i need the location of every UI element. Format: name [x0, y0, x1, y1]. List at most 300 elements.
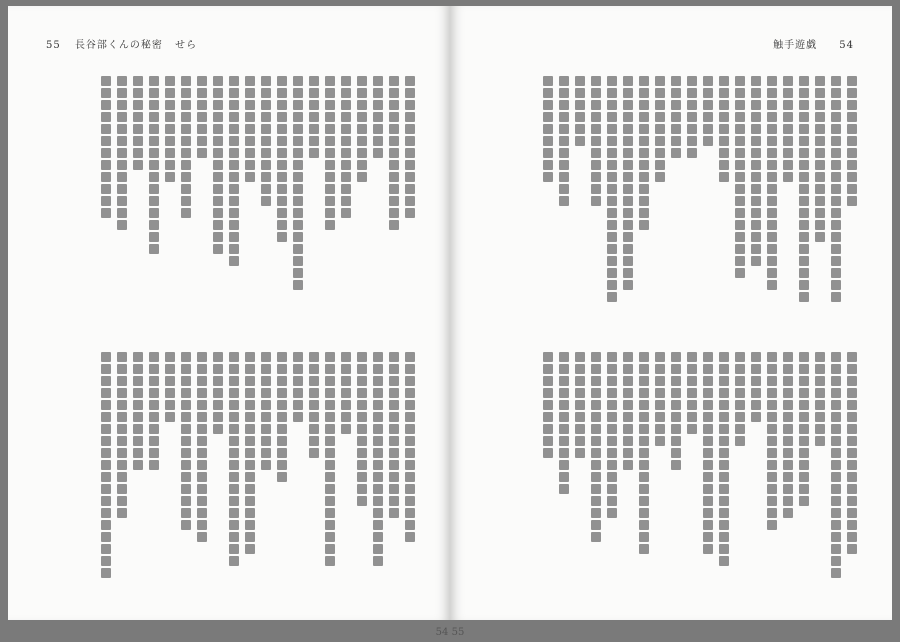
- glyph-placeholder: [325, 520, 335, 530]
- glyph-placeholder: [405, 472, 415, 482]
- glyph-placeholder: [767, 160, 777, 170]
- glyph-placeholder: [357, 388, 367, 398]
- text-column: [749, 352, 762, 590]
- glyph-placeholder: [149, 112, 159, 122]
- glyph-placeholder: [213, 136, 223, 146]
- glyph-placeholder: [559, 148, 569, 158]
- glyph-placeholder: [405, 112, 415, 122]
- left-page: [8, 6, 450, 620]
- glyph-placeholder: [735, 160, 745, 170]
- glyph-placeholder: [735, 76, 745, 86]
- glyph-placeholder: [213, 184, 223, 194]
- glyph-placeholder: [655, 160, 665, 170]
- glyph-placeholder: [607, 364, 617, 374]
- glyph-placeholder: [799, 112, 809, 122]
- glyph-placeholder: [245, 508, 255, 518]
- glyph-placeholder: [799, 364, 809, 374]
- glyph-placeholder: [655, 388, 665, 398]
- glyph-placeholder: [117, 484, 127, 494]
- text-column: [589, 76, 602, 316]
- glyph-placeholder: [325, 184, 335, 194]
- glyph-placeholder: [799, 244, 809, 254]
- glyph-placeholder: [373, 76, 383, 86]
- glyph-placeholder: [133, 352, 143, 362]
- glyph-placeholder: [719, 376, 729, 386]
- glyph-placeholder: [165, 88, 175, 98]
- glyph-placeholder: [197, 496, 207, 506]
- glyph-placeholder: [389, 400, 399, 410]
- glyph-placeholder: [767, 256, 777, 266]
- glyph-placeholder: [341, 112, 351, 122]
- glyph-placeholder: [277, 76, 287, 86]
- glyph-placeholder: [373, 100, 383, 110]
- glyph-placeholder: [719, 136, 729, 146]
- glyph-placeholder: [309, 388, 319, 398]
- glyph-placeholder: [575, 136, 585, 146]
- glyph-placeholder: [389, 196, 399, 206]
- glyph-placeholder: [405, 496, 415, 506]
- glyph-placeholder: [149, 232, 159, 242]
- glyph-placeholder: [639, 436, 649, 446]
- glyph-placeholder: [543, 88, 553, 98]
- glyph-placeholder: [815, 136, 825, 146]
- glyph-placeholder: [133, 412, 143, 422]
- glyph-placeholder: [719, 76, 729, 86]
- glyph-placeholder: [245, 76, 255, 86]
- glyph-placeholder: [181, 484, 191, 494]
- glyph-placeholder: [559, 364, 569, 374]
- glyph-placeholder: [165, 124, 175, 134]
- glyph-placeholder: [293, 160, 303, 170]
- glyph-placeholder: [703, 472, 713, 482]
- text-column: [765, 352, 778, 590]
- glyph-placeholder: [293, 244, 303, 254]
- glyph-placeholder: [799, 88, 809, 98]
- glyph-placeholder: [261, 388, 271, 398]
- glyph-placeholder: [783, 364, 793, 374]
- glyph-placeholder: [293, 112, 303, 122]
- glyph-placeholder: [719, 508, 729, 518]
- glyph-placeholder: [591, 496, 601, 506]
- glyph-placeholder: [703, 364, 713, 374]
- text-column: [259, 76, 272, 316]
- glyph-placeholder: [799, 148, 809, 158]
- glyph-placeholder: [815, 232, 825, 242]
- glyph-placeholder: [325, 400, 335, 410]
- glyph-placeholder: [639, 352, 649, 362]
- glyph-placeholder: [751, 244, 761, 254]
- glyph-placeholder: [735, 256, 745, 266]
- glyph-placeholder: [293, 280, 303, 290]
- glyph-placeholder: [133, 400, 143, 410]
- glyph-placeholder: [101, 100, 111, 110]
- glyph-placeholder: [405, 148, 415, 158]
- glyph-placeholder: [751, 124, 761, 134]
- glyph-placeholder: [277, 172, 287, 182]
- glyph-placeholder: [133, 88, 143, 98]
- glyph-placeholder: [639, 172, 649, 182]
- glyph-placeholder: [277, 400, 287, 410]
- right-page-header: [773, 36, 854, 51]
- glyph-placeholder: [623, 364, 633, 374]
- glyph-placeholder: [607, 112, 617, 122]
- glyph-placeholder: [261, 364, 271, 374]
- glyph-placeholder: [405, 76, 415, 86]
- glyph-placeholder: [149, 172, 159, 182]
- glyph-placeholder: [181, 364, 191, 374]
- glyph-placeholder: [847, 436, 857, 446]
- glyph-placeholder: [847, 544, 857, 554]
- glyph-placeholder: [703, 436, 713, 446]
- glyph-placeholder: [655, 112, 665, 122]
- glyph-placeholder: [623, 448, 633, 458]
- glyph-placeholder: [149, 124, 159, 134]
- glyph-placeholder: [719, 352, 729, 362]
- glyph-placeholder: [357, 436, 367, 446]
- glyph-placeholder: [181, 472, 191, 482]
- glyph-placeholder: [405, 184, 415, 194]
- glyph-placeholder: [101, 508, 111, 518]
- spread-page-indicator: 54 55: [435, 627, 465, 638]
- glyph-placeholder: [341, 364, 351, 374]
- glyph-placeholder: [735, 124, 745, 134]
- glyph-placeholder: [245, 448, 255, 458]
- glyph-placeholder: [197, 376, 207, 386]
- glyph-placeholder: [687, 124, 697, 134]
- glyph-placeholder: [607, 136, 617, 146]
- glyph-placeholder: [341, 124, 351, 134]
- glyph-placeholder: [229, 376, 239, 386]
- text-column: [573, 352, 586, 590]
- text-column: [653, 76, 666, 316]
- glyph-placeholder: [389, 76, 399, 86]
- glyph-placeholder: [735, 88, 745, 98]
- glyph-placeholder: [213, 364, 223, 374]
- glyph-placeholder: [607, 376, 617, 386]
- glyph-placeholder: [229, 196, 239, 206]
- glyph-placeholder: [245, 412, 255, 422]
- glyph-placeholder: [543, 376, 553, 386]
- glyph-placeholder: [719, 172, 729, 182]
- glyph-placeholder: [181, 76, 191, 86]
- glyph-placeholder: [389, 136, 399, 146]
- glyph-placeholder: [245, 112, 255, 122]
- glyph-placeholder: [181, 172, 191, 182]
- glyph-placeholder: [229, 148, 239, 158]
- glyph-placeholder: [101, 496, 111, 506]
- glyph-placeholder: [767, 508, 777, 518]
- glyph-placeholder: [783, 124, 793, 134]
- book-spread: [8, 6, 892, 620]
- glyph-placeholder: [799, 388, 809, 398]
- glyph-placeholder: [149, 100, 159, 110]
- glyph-placeholder: [213, 424, 223, 434]
- glyph-placeholder: [405, 364, 415, 374]
- glyph-placeholder: [373, 436, 383, 446]
- glyph-placeholder: [687, 352, 697, 362]
- glyph-placeholder: [847, 124, 857, 134]
- text-column: [307, 76, 320, 316]
- glyph-placeholder: [405, 136, 415, 146]
- glyph-placeholder: [639, 100, 649, 110]
- glyph-placeholder: [405, 172, 415, 182]
- text-column: [733, 76, 746, 316]
- glyph-placeholder: [261, 424, 271, 434]
- glyph-placeholder: [133, 436, 143, 446]
- glyph-placeholder: [389, 424, 399, 434]
- glyph-placeholder: [671, 352, 681, 362]
- glyph-placeholder: [101, 172, 111, 182]
- glyph-placeholder: [799, 136, 809, 146]
- text-column: [829, 352, 842, 590]
- glyph-placeholder: [607, 220, 617, 230]
- glyph-placeholder: [831, 544, 841, 554]
- glyph-placeholder: [101, 208, 111, 218]
- glyph-placeholder: [245, 172, 255, 182]
- glyph-placeholder: [165, 364, 175, 374]
- glyph-placeholder: [591, 136, 601, 146]
- glyph-placeholder: [815, 352, 825, 362]
- glyph-placeholder: [325, 148, 335, 158]
- glyph-placeholder: [639, 88, 649, 98]
- glyph-placeholder: [357, 148, 367, 158]
- glyph-placeholder: [293, 412, 303, 422]
- glyph-placeholder: [229, 496, 239, 506]
- glyph-placeholder: [831, 148, 841, 158]
- glyph-placeholder: [815, 424, 825, 434]
- glyph-placeholder: [229, 532, 239, 542]
- glyph-placeholder: [719, 472, 729, 482]
- glyph-placeholder: [133, 136, 143, 146]
- glyph-placeholder: [799, 424, 809, 434]
- glyph-placeholder: [639, 148, 649, 158]
- glyph-placeholder: [671, 136, 681, 146]
- glyph-placeholder: [783, 424, 793, 434]
- glyph-placeholder: [815, 88, 825, 98]
- glyph-placeholder: [117, 376, 127, 386]
- glyph-placeholder: [799, 160, 809, 170]
- glyph-placeholder: [559, 484, 569, 494]
- glyph-placeholder: [783, 412, 793, 422]
- glyph-placeholder: [655, 76, 665, 86]
- glyph-placeholder: [357, 112, 367, 122]
- glyph-placeholder: [847, 484, 857, 494]
- glyph-placeholder: [751, 160, 761, 170]
- text-column: [355, 76, 368, 316]
- text-column: [557, 76, 570, 316]
- glyph-placeholder: [197, 520, 207, 530]
- glyph-placeholder: [101, 148, 111, 158]
- glyph-placeholder: [703, 412, 713, 422]
- glyph-placeholder: [767, 88, 777, 98]
- glyph-placeholder: [389, 472, 399, 482]
- glyph-placeholder: [767, 232, 777, 242]
- glyph-placeholder: [101, 160, 111, 170]
- glyph-placeholder: [229, 232, 239, 242]
- glyph-placeholder: [229, 88, 239, 98]
- glyph-placeholder: [639, 184, 649, 194]
- glyph-placeholder: [575, 376, 585, 386]
- glyph-placeholder: [543, 136, 553, 146]
- glyph-placeholder: [623, 220, 633, 230]
- glyph-placeholder: [261, 400, 271, 410]
- glyph-placeholder: [735, 196, 745, 206]
- glyph-placeholder: [165, 376, 175, 386]
- text-column: [179, 76, 192, 316]
- glyph-placeholder: [149, 400, 159, 410]
- glyph-placeholder: [655, 124, 665, 134]
- glyph-placeholder: [133, 100, 143, 110]
- glyph-placeholder: [117, 412, 127, 422]
- glyph-placeholder: [101, 88, 111, 98]
- glyph-placeholder: [575, 400, 585, 410]
- glyph-placeholder: [607, 352, 617, 362]
- glyph-placeholder: [751, 364, 761, 374]
- glyph-placeholder: [389, 88, 399, 98]
- glyph-placeholder: [277, 220, 287, 230]
- glyph-placeholder: [357, 76, 367, 86]
- glyph-placeholder: [591, 424, 601, 434]
- glyph-placeholder: [197, 364, 207, 374]
- glyph-placeholder: [735, 364, 745, 374]
- glyph-placeholder: [213, 88, 223, 98]
- glyph-placeholder: [799, 436, 809, 446]
- glyph-placeholder: [575, 88, 585, 98]
- glyph-placeholder: [623, 160, 633, 170]
- glyph-placeholder: [799, 256, 809, 266]
- right-page-number: 54: [839, 40, 854, 51]
- text-column: [685, 352, 698, 590]
- glyph-placeholder: [405, 532, 415, 542]
- text-column: [211, 76, 224, 316]
- glyph-placeholder: [101, 412, 111, 422]
- glyph-placeholder: [559, 112, 569, 122]
- glyph-placeholder: [309, 88, 319, 98]
- glyph-placeholder: [703, 352, 713, 362]
- glyph-placeholder: [309, 424, 319, 434]
- glyph-placeholder: [325, 136, 335, 146]
- glyph-placeholder: [639, 124, 649, 134]
- glyph-placeholder: [293, 208, 303, 218]
- glyph-placeholder: [751, 376, 761, 386]
- glyph-placeholder: [607, 472, 617, 482]
- text-column: [701, 352, 714, 590]
- glyph-placeholder: [735, 232, 745, 242]
- glyph-placeholder: [543, 160, 553, 170]
- text-column: [813, 352, 826, 590]
- glyph-placeholder: [559, 388, 569, 398]
- glyph-placeholder: [751, 400, 761, 410]
- glyph-placeholder: [591, 172, 601, 182]
- glyph-placeholder: [639, 460, 649, 470]
- glyph-placeholder: [213, 112, 223, 122]
- glyph-placeholder: [831, 184, 841, 194]
- glyph-placeholder: [245, 124, 255, 134]
- glyph-placeholder: [357, 136, 367, 146]
- glyph-placeholder: [389, 148, 399, 158]
- glyph-placeholder: [133, 364, 143, 374]
- glyph-placeholder: [799, 412, 809, 422]
- glyph-placeholder: [671, 76, 681, 86]
- glyph-placeholder: [309, 76, 319, 86]
- glyph-placeholder: [181, 400, 191, 410]
- glyph-placeholder: [623, 400, 633, 410]
- glyph-placeholder: [357, 352, 367, 362]
- text-column: [371, 76, 384, 316]
- glyph-placeholder: [703, 124, 713, 134]
- glyph-placeholder: [767, 136, 777, 146]
- glyph-placeholder: [277, 124, 287, 134]
- glyph-placeholder: [655, 352, 665, 362]
- glyph-placeholder: [623, 388, 633, 398]
- glyph-placeholder: [623, 100, 633, 110]
- glyph-placeholder: [767, 76, 777, 86]
- glyph-placeholder: [341, 376, 351, 386]
- glyph-placeholder: [245, 400, 255, 410]
- glyph-placeholder: [639, 376, 649, 386]
- glyph-placeholder: [229, 256, 239, 266]
- glyph-placeholder: [245, 136, 255, 146]
- glyph-placeholder: [133, 388, 143, 398]
- glyph-placeholder: [261, 100, 271, 110]
- glyph-placeholder: [117, 424, 127, 434]
- glyph-placeholder: [671, 124, 681, 134]
- glyph-placeholder: [149, 148, 159, 158]
- glyph-placeholder: [735, 436, 745, 446]
- text-column: [845, 76, 858, 316]
- glyph-placeholder: [341, 412, 351, 422]
- glyph-placeholder: [591, 184, 601, 194]
- glyph-placeholder: [277, 208, 287, 218]
- glyph-placeholder: [245, 496, 255, 506]
- glyph-placeholder: [671, 424, 681, 434]
- glyph-placeholder: [543, 124, 553, 134]
- glyph-placeholder: [831, 256, 841, 266]
- glyph-placeholder: [543, 352, 553, 362]
- text-column: [605, 76, 618, 316]
- glyph-placeholder: [181, 424, 191, 434]
- glyph-placeholder: [373, 400, 383, 410]
- glyph-placeholder: [655, 364, 665, 374]
- glyph-placeholder: [293, 76, 303, 86]
- glyph-placeholder: [373, 376, 383, 386]
- glyph-placeholder: [117, 436, 127, 446]
- glyph-placeholder: [703, 388, 713, 398]
- glyph-placeholder: [623, 88, 633, 98]
- glyph-placeholder: [783, 400, 793, 410]
- glyph-placeholder: [623, 436, 633, 446]
- glyph-placeholder: [197, 148, 207, 158]
- glyph-placeholder: [719, 148, 729, 158]
- glyph-placeholder: [831, 436, 841, 446]
- glyph-placeholder: [101, 460, 111, 470]
- text-column: [259, 352, 272, 590]
- glyph-placeholder: [373, 460, 383, 470]
- glyph-placeholder: [405, 424, 415, 434]
- glyph-placeholder: [149, 136, 159, 146]
- glyph-placeholder: [261, 172, 271, 182]
- glyph-placeholder: [623, 136, 633, 146]
- glyph-placeholder: [181, 208, 191, 218]
- glyph-placeholder: [639, 508, 649, 518]
- glyph-placeholder: [703, 376, 713, 386]
- glyph-placeholder: [405, 208, 415, 218]
- glyph-placeholder: [341, 352, 351, 362]
- text-column: [541, 352, 554, 590]
- glyph-placeholder: [575, 424, 585, 434]
- glyph-placeholder: [799, 268, 809, 278]
- glyph-placeholder: [261, 448, 271, 458]
